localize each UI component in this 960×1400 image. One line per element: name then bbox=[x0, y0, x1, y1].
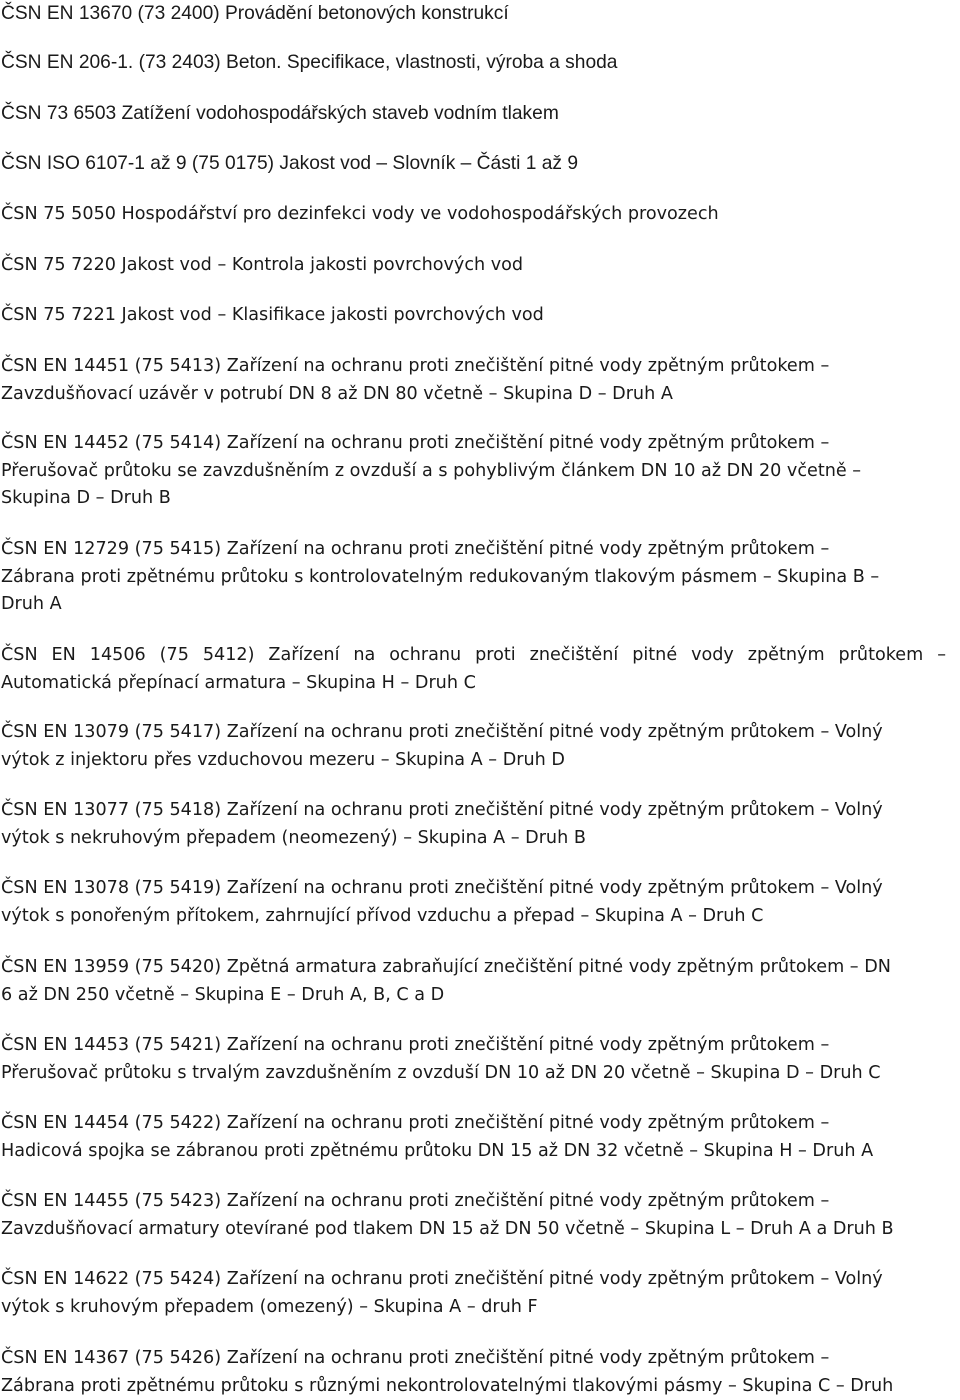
standard-entry bbox=[1, 430, 946, 513]
entry-line: ČSN EN 14506 (75 5412) Zařízení na ochranu proti znečištění pitné vody zpětným průtokem – bbox=[1, 645, 946, 665]
entry-line: Přerušovač průtoku se zavzdušněním z ovzduší a s pohyblivým článkem DN 10 až DN 20 včetně – bbox=[1, 460, 862, 481]
entry-line: ČSN EN 14453 (75 5421) Zařízení na ochranu proti znečištění pitné vody zpětným průtokem – bbox=[1, 1035, 830, 1055]
standard-entry bbox=[1, 1032, 946, 1087]
entry-line: ČSN EN 13670 (73 2400) Provádění betonových konstrukcí bbox=[1, 3, 509, 24]
entry-line: Skupina D – Druh B bbox=[1, 488, 171, 508]
entry-line: Hadicová spojka se zábranou proti zpětnému průtoku DN 15 až DN 32 včetně – Skupina H – Druh A bbox=[1, 1140, 874, 1161]
entry-line: ČSN EN 14452 (75 5414) Zařízení na ochranu proti znečištění pitné vody zpětným průtokem – bbox=[1, 433, 830, 453]
entry-line: ČSN 73 6503 Zatížení vodohospodářských staveb vodním tlakem bbox=[1, 103, 559, 124]
entry-line: ČSN EN 206-1. (73 2403) Beton. Specifikace, vlastnosti, výroba a shoda bbox=[1, 52, 618, 73]
entry-line: ČSN EN 14455 (75 5423) Zařízení na ochranu proti znečištění pitné vody zpětným průtokem – bbox=[1, 1191, 830, 1211]
standard-entry bbox=[1, 719, 946, 774]
entry-line: ČSN EN 13959 (75 5420) Zpětná armatura zabraňující znečištění pitné vody zpětným průtokem – DN bbox=[1, 957, 891, 977]
entry-line: ČSN EN 12729 (75 5415) Zařízení na ochranu proti znečištění pitné vody zpětným průtokem – bbox=[1, 539, 830, 559]
entry-line: Zavzdušňovací uzávěr v potrubí DN 8 až DN 80 včetně – Skupina D – Druh A bbox=[1, 383, 673, 404]
standard-entry bbox=[1, 875, 946, 930]
entry-line: ČSN EN 13079 (75 5417) Zařízení na ochranu proti znečištění pitné vody zpětným průtokem – Volný bbox=[1, 722, 883, 742]
entry-line: výtok s kruhovým přepadem (omezený) – Skupina A – druh F bbox=[1, 1296, 538, 1317]
entry-line: výtok z injektoru přes vzduchovou mezeru – Skupina A – Druh D bbox=[1, 749, 565, 770]
entry-line: ČSN 75 5050 Hospodářství pro dezinfekci vody ve vodohospodářských provozech bbox=[1, 204, 719, 224]
standard-entry bbox=[1, 1188, 946, 1243]
entry-line: výtok s nekruhovým přepadem (neomezený) – Skupina A – Druh B bbox=[1, 827, 586, 848]
entry-line: Přerušovač průtoku s trvalým zavzdušněním z ovzduší DN 10 až DN 20 včetně – Skupina D – Druh C bbox=[1, 1062, 881, 1083]
standard-entry bbox=[1, 100, 946, 128]
entry-line: ČSN EN 14367 (75 5426) Zařízení na ochranu proti znečištění pitné vody zpětným průtokem – bbox=[1, 1348, 830, 1368]
entry-line: ČSN ISO 6107-1 až 9 (75 0175) Jakost vod – Slovník – Části 1 až 9 bbox=[1, 153, 578, 174]
standard-entry bbox=[1, 302, 946, 330]
entry-line: ČSN EN 14454 (75 5422) Zařízení na ochranu proti znečištění pitné vody zpětným průtokem – bbox=[1, 1113, 830, 1133]
entry-line: ČSN EN 14451 (75 5413) Zařízení na ochranu proti znečištění pitné vody zpětným průtokem – bbox=[1, 356, 830, 376]
standard-entry bbox=[1, 797, 946, 852]
standard-entry bbox=[1, 954, 946, 1009]
standard-entry bbox=[1, 252, 946, 280]
entry-line: 6 až DN 250 včetně – Skupina E – Druh A, B, C a D bbox=[1, 984, 445, 1005]
standard-entry bbox=[1, 1266, 946, 1321]
entry-line: Zábrana proti zpětnému průtoku s různými nekontrolovatelnými tlakovými pásmy – Skupina C – Druh bbox=[1, 1375, 894, 1396]
standard-entry bbox=[1, 353, 946, 408]
entry-line: Zábrana proti zpětnému průtoku s kontrolovatelným redukovaným tlakovým pásmem – Skupina B – bbox=[1, 566, 880, 587]
entry-line: Automatická přepínací armatura – Skupina H – Druh C bbox=[1, 672, 476, 693]
standard-entry bbox=[1, 0, 946, 28]
entry-line: ČSN EN 14622 (75 5424) Zařízení na ochranu proti znečištění pitné vody zpětným průtokem – Volný bbox=[1, 1269, 883, 1289]
standard-entry bbox=[1, 1345, 946, 1400]
standard-entry bbox=[1, 201, 946, 229]
entry-line: ČSN 75 7220 Jakost vod – Kontrola jakosti povrchových vod bbox=[1, 255, 524, 275]
entry-line: ČSN EN 13077 (75 5418) Zařízení na ochranu proti znečištění pitné vody zpětným průtokem – Volný bbox=[1, 800, 883, 820]
entry-line: ČSN 75 7221 Jakost vod – Klasifikace jakosti povrchových vod bbox=[1, 305, 544, 325]
entry-line: ČSN EN 13078 (75 5419) Zařízení na ochranu proti znečištění pitné vody zpětným průtokem – Volný bbox=[1, 878, 883, 898]
standard-entry bbox=[1, 1110, 946, 1165]
entry-line: výtok s ponořeným přítokem, zahrnující přívod vzduchu a přepad – Skupina A – Druh C bbox=[1, 905, 764, 926]
standard-entry bbox=[1, 150, 946, 178]
standard-entry bbox=[1, 536, 946, 619]
standard-entry bbox=[1, 49, 946, 77]
entry-line: Zavzdušňovací armatury otevírané pod tlakem DN 15 až DN 50 včetně – Skupina L – Druh A a Druh B bbox=[1, 1218, 894, 1239]
standard-entry bbox=[1, 642, 946, 697]
entry-line: Druh A bbox=[1, 594, 62, 614]
